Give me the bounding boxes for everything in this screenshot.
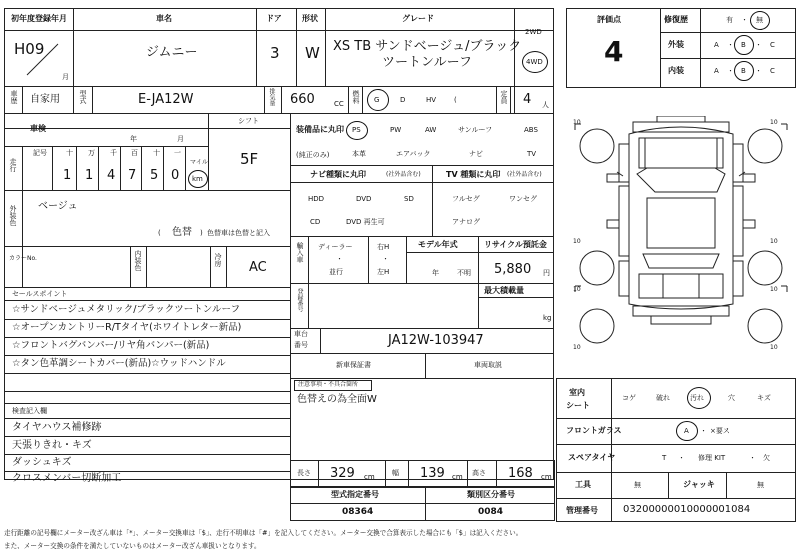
spare-t: T — [662, 454, 667, 462]
recycle-value: 5,880 — [494, 262, 532, 277]
aircon-label: 冷房 — [214, 253, 222, 267]
equip-ps: PS — [352, 126, 361, 134]
grade-label: グレード — [402, 14, 434, 23]
sales-point-item: ☆フロントバグバンパー/リヤ角バンパー(新品) — [12, 340, 210, 351]
equip-navi: ナビ — [469, 150, 483, 158]
grade-line-1: XS TB サンドベージュ/ブラック — [333, 39, 522, 54]
tread-label: 10 — [770, 119, 778, 126]
jack-value: 無 — [757, 481, 764, 489]
wheel-rear-right — [748, 309, 782, 343]
ext-dot-1: ・ — [727, 41, 734, 49]
sales-points-label: セールスポイント — [12, 290, 68, 298]
import-dealer: ディーラー — [318, 243, 353, 251]
mileage-digit: 5 — [150, 168, 159, 183]
int-dot-2: ・ — [755, 67, 762, 75]
ext-dot-2: ・ — [755, 41, 762, 49]
tread-label: 10 — [770, 238, 778, 245]
hand-right: 右H — [377, 243, 390, 251]
inspection-year: 年 — [130, 135, 137, 143]
notice-label: 注意事項・不具合箇所 — [298, 381, 359, 388]
model-label: 車名 — [156, 14, 172, 23]
import-parallel: 並行 — [329, 268, 343, 276]
int-b: B — [741, 67, 746, 75]
tread-label: 10 — [770, 344, 778, 351]
fuel-d: D — [400, 96, 406, 104]
wheel-rear-left — [580, 309, 614, 343]
class-no-label: 類別区分番号 — [467, 490, 515, 499]
type-spec-row — [290, 487, 555, 521]
katashiki-value: E-JA12W — [138, 92, 194, 107]
seat-yogore: 汚れ — [690, 394, 704, 402]
wheel-mid-right — [748, 251, 782, 285]
shape-value: W — [305, 44, 320, 62]
seat-label-2: シート — [566, 401, 590, 410]
new-warranty-label: 新車保証書 — [336, 361, 371, 369]
length-label: 長さ — [297, 469, 311, 477]
inspector-note-item: タイヤハウス補修跡 — [12, 422, 102, 433]
tv-label: TV 種類に丸印 — [446, 170, 501, 179]
shift-label: シフト — [238, 117, 259, 125]
sales-point-item: ☆タン色革調シートカバー(新品)☆ウッドハンドル — [12, 358, 226, 369]
ext-a: A — [714, 41, 719, 49]
spare-label: スペアタイヤ — [568, 453, 616, 462]
inspection-month: 月 — [177, 135, 184, 143]
model-year-label: モデル年式 — [418, 240, 458, 249]
fuel-label: 燃料 — [352, 90, 360, 104]
sales-point-item: ☆オープンカントリーR/Tタイヤ(ホワイトレター新品) — [12, 322, 242, 333]
navi-sub-label: (社外品含む) — [386, 171, 421, 178]
shift-value: 5F — [240, 150, 259, 168]
tv-fullseg: フルセグ — [452, 195, 480, 203]
color-change-open: ( — [158, 229, 161, 237]
mgmt-value: 03200000010000001084 — [623, 504, 751, 515]
interior-color-label: 内装色 — [134, 250, 142, 271]
frame-label-2: 番号 — [294, 341, 308, 349]
height-value: 168 — [508, 466, 533, 481]
color-change-close: ) — [200, 229, 203, 237]
notice-text: 色替えの為全面W — [297, 394, 377, 405]
seat-kizu: キズ — [757, 394, 771, 402]
wheel-front-right — [748, 129, 782, 163]
mile-label: マイル — [190, 159, 208, 166]
windshield-replace: ×要ス — [710, 427, 730, 435]
max-load-label: 最大積載量 — [484, 286, 524, 295]
width-value: 139 — [420, 466, 445, 481]
class-no-value: 0084 — [478, 507, 504, 517]
int-c: C — [770, 67, 775, 75]
first-reg-label: 初年度登録年月 — [11, 14, 67, 23]
int-a: A — [714, 67, 719, 75]
inspector-note-item: クロスメンバー切断加工 — [12, 473, 122, 484]
frame-label-1: 車台 — [294, 330, 308, 338]
length-value: 329 — [330, 466, 355, 481]
model-name: ジムニー — [146, 45, 198, 60]
hand-left: 左H — [377, 268, 390, 276]
windshield-dot: ・ — [700, 427, 707, 435]
km-label: km — [192, 175, 203, 183]
vehicle-damage-diagram — [567, 116, 795, 371]
mileage-digit: 4 — [107, 168, 116, 183]
shape-label: 形状 — [302, 14, 318, 23]
navi-cd: CD — [310, 218, 321, 226]
kg-unit: kg — [543, 314, 552, 322]
width-label: 幅 — [392, 469, 399, 477]
engine-label: 排気量 — [268, 88, 275, 106]
tool-label: 工具 — [575, 480, 591, 489]
import-dot: ・ — [336, 255, 343, 263]
hand-dot: ・ — [382, 255, 389, 263]
mgmt-label: 管理番号 — [566, 506, 598, 515]
mileage-digit: 1 — [63, 168, 72, 183]
tv-sub-label: (社外品含む) — [507, 171, 542, 178]
aircon-value: AC — [249, 260, 267, 275]
seat-koge: コゲ — [622, 394, 636, 402]
color-value: ベージュ — [38, 201, 78, 212]
sales-point-item: ☆サンドベージュメタリック/ブラックツートンルーフ — [12, 304, 241, 315]
fuel-hv: HV — [426, 96, 437, 104]
use-value: 自家用 — [30, 94, 60, 105]
import-label: 輸入車 — [296, 242, 304, 263]
width-unit: cm — [452, 473, 463, 481]
model-year-value: 不明 — [457, 269, 471, 277]
navi-dvd-play: DVD 再生可 — [346, 218, 385, 226]
grade-line-2: ツートンルーフ — [382, 55, 473, 70]
month-unit: 月 — [62, 73, 69, 81]
height-unit: cm — [541, 473, 552, 481]
equip-tv: TV — [527, 150, 537, 158]
frame-value: JA12W-103947 — [388, 333, 484, 348]
seat-yabure: 破れ — [656, 394, 670, 402]
ext-grade-label: 外装 — [668, 40, 684, 49]
first-reg-slash — [22, 42, 62, 77]
seat-ana: 穴 — [728, 394, 735, 402]
spare-kit: 修理 KIT — [698, 454, 726, 462]
equip-airbag: エアバック — [396, 150, 431, 158]
ext-b: B — [741, 41, 746, 49]
katashiki-label: 型式 — [79, 90, 87, 104]
yen-unit: 円 — [543, 269, 550, 277]
exterior-color-label: 外装色 — [9, 205, 17, 226]
door-label: ドア — [266, 14, 282, 23]
mileage-digit: 7 — [128, 168, 137, 183]
jack-label: ジャッキ — [683, 480, 715, 489]
drive-2wd: 2WD — [525, 28, 542, 36]
height-label: 高さ — [472, 469, 486, 477]
mileage-label: 走行 — [9, 158, 17, 172]
capacity-value: 4 — [523, 92, 532, 107]
ext-c: C — [770, 41, 775, 49]
mileage-digit: 1 — [85, 168, 94, 183]
cc-unit: CC — [334, 100, 344, 108]
color-change-label: 色替 — [172, 227, 192, 238]
tv-analog: アナログ — [452, 218, 480, 226]
equip-sub-label: (純正のみ) — [296, 151, 330, 159]
manual-label: 車両取説 — [474, 361, 502, 369]
reg-no-label: 登録番号 — [296, 288, 303, 312]
footnote-1: 走行距離の記号欄にメーター改ざん車は「*」、メーター交換車は「$」、走行不明車は「#」を記入してください。メーター交換で合算表示した場合にも「$」は記入ください。 — [4, 529, 523, 537]
tread-label: 10 — [573, 344, 581, 351]
inspection-label: 車検 — [30, 124, 46, 133]
wheel-front-left — [580, 129, 614, 163]
equip-label: 装備品に丸印 — [296, 125, 344, 134]
recycle-label: リサイクル預託金 — [484, 240, 547, 249]
fuel-g: G — [374, 96, 380, 104]
tool-value: 無 — [634, 481, 641, 489]
int-dot-1: ・ — [727, 67, 734, 75]
fuel-other: ( — [454, 96, 457, 104]
person-unit: 人 — [542, 101, 549, 109]
navi-hdd: HDD — [308, 195, 325, 203]
type-spec-value: 08364 — [342, 507, 374, 517]
repair-label: 修復歴 — [664, 15, 688, 24]
drive-4wd: 4WD — [526, 58, 543, 66]
tread-label: 10 — [573, 238, 581, 245]
first-reg-year: H09 — [14, 40, 45, 58]
sheet-frame — [4, 8, 554, 480]
equip-aw: AW — [425, 126, 437, 134]
spare-dot-1: ・ — [678, 454, 685, 462]
inspector-note-item: ダッシュキズ — [12, 457, 72, 468]
int-grade-label: 内装 — [668, 66, 684, 75]
capacity-label: 定員 — [500, 90, 508, 104]
navi-sd: SD — [404, 195, 414, 203]
spare-dot-2: ・ — [749, 454, 756, 462]
wheel-mid-left — [580, 251, 614, 285]
navi-label: ナビ種類に丸印 — [310, 170, 366, 179]
equip-pw: PW — [390, 126, 402, 134]
model-year-unit: 年 — [432, 269, 439, 277]
use-label: 車歴 — [10, 90, 18, 104]
windshield-a: A — [684, 427, 689, 435]
inspector-note-item: 天張りきれ・キズ — [12, 440, 92, 451]
tv-oneseg: ワンセグ — [509, 195, 537, 203]
displacement-value: 660 — [290, 92, 315, 107]
mileage-digit: 0 — [171, 168, 180, 183]
repair-yes: 有 — [726, 16, 733, 24]
tread-label: 10 — [770, 286, 778, 293]
navi-dvd: DVD — [356, 195, 372, 203]
equip-sunroof: サンルーフ — [458, 126, 493, 134]
length-unit: cm — [364, 473, 375, 481]
equip-leather: 本革 — [352, 150, 366, 158]
color-change-note: 色替車は色替と記入 — [207, 229, 270, 237]
tread-label: 10 — [573, 119, 581, 126]
seat-label-1: 室内 — [569, 388, 585, 397]
footnote-2: また、メーター交換の条件を満たしていないものはメーター改ざん車扱いとなります。 — [4, 542, 261, 550]
score-label: 評価点 — [597, 15, 621, 24]
doors-value: 3 — [270, 44, 280, 62]
score-value: 4 — [604, 35, 624, 68]
inspector-notes-label: 検査記入欄 — [12, 407, 47, 415]
repair-no: 無 — [756, 16, 763, 24]
equip-abs: ABS — [524, 126, 538, 134]
windshield-label: フロントガラス — [566, 426, 622, 435]
spare-missing: 欠 — [763, 454, 770, 462]
repair-dot: ・ — [741, 16, 748, 24]
tread-label: 10 — [573, 286, 581, 293]
type-spec-label: 型式指定番号 — [331, 490, 379, 499]
color-no-label: カラーNo. — [9, 255, 37, 262]
